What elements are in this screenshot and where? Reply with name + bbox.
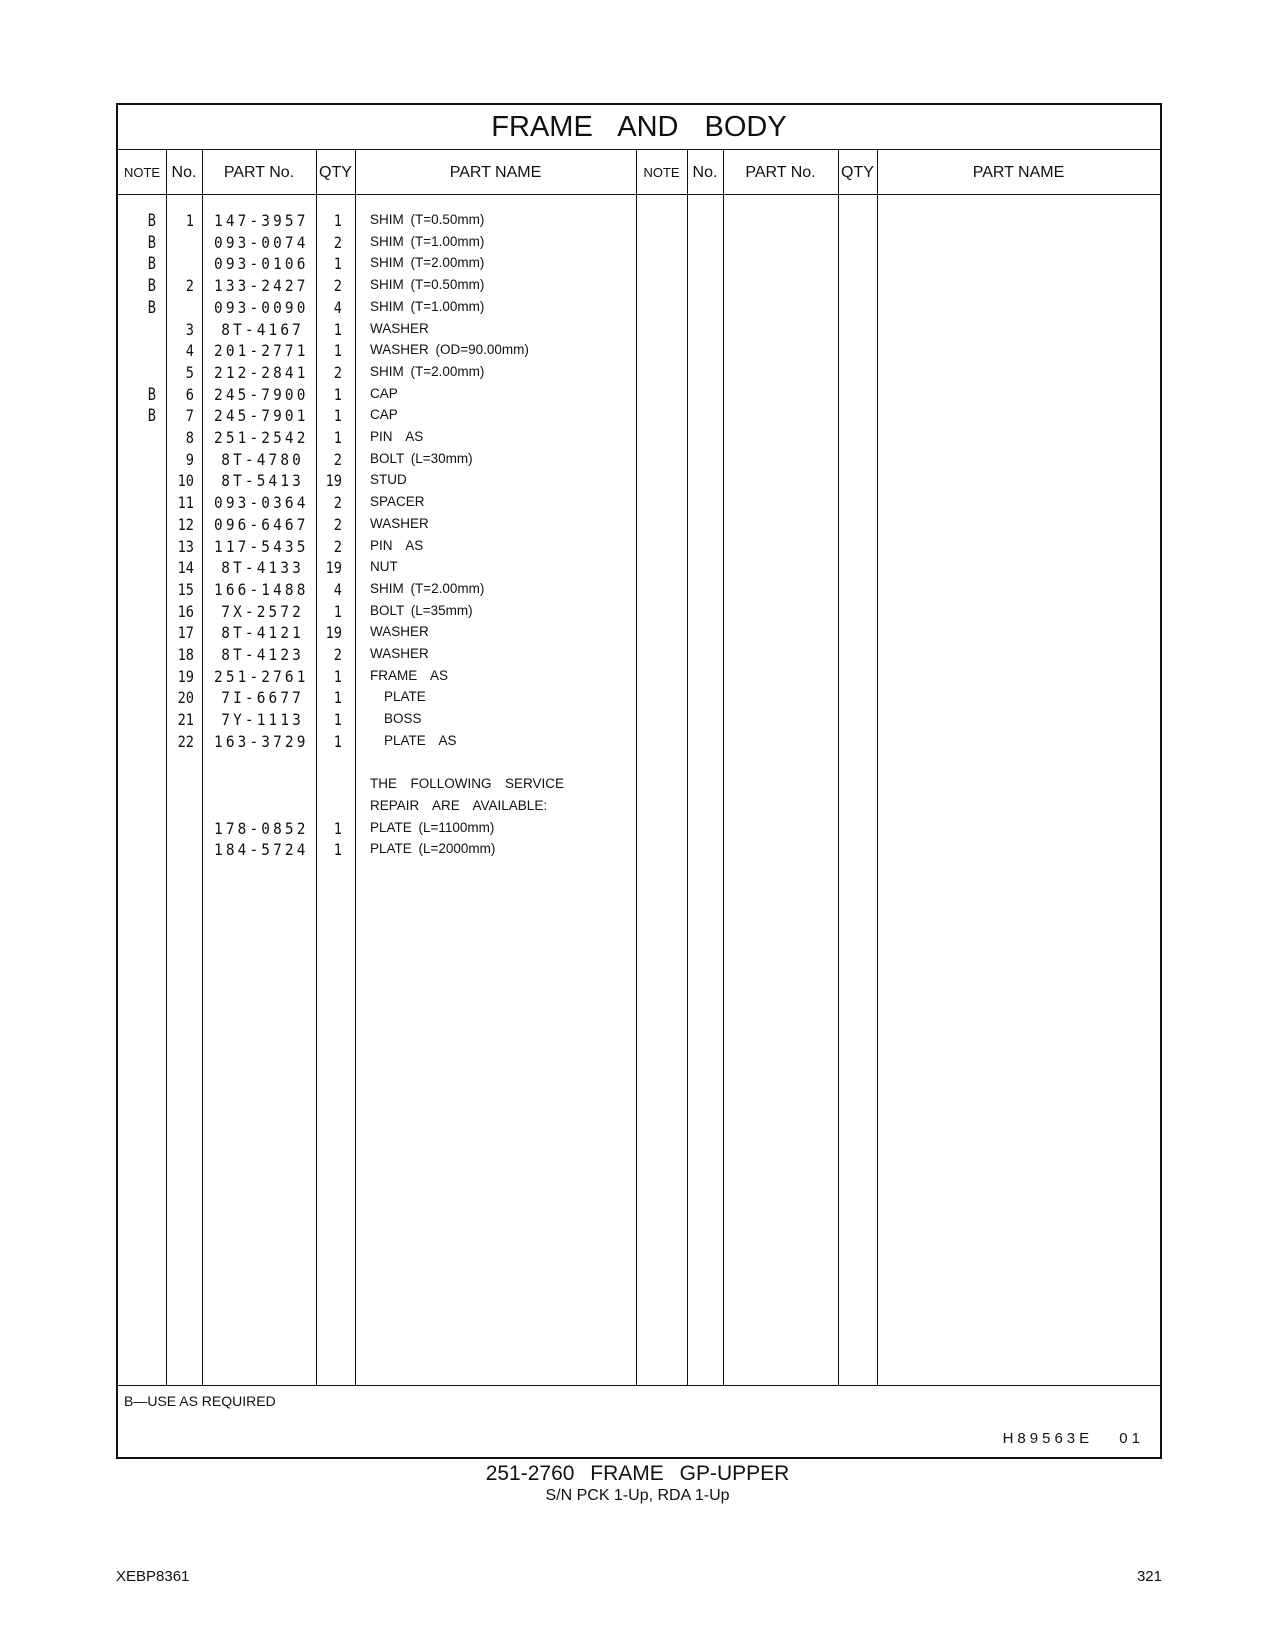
- quantity-cell: 2: [333, 514, 342, 534]
- table-row: [118, 470, 638, 492]
- part-number-cell: 8T-5413: [221, 471, 304, 491]
- item-number-cell: 5: [185, 362, 194, 382]
- part-number-cell: 093-0106: [214, 254, 309, 274]
- footer-divider: [118, 1385, 1160, 1386]
- part-name-cell: BOLT (L=30mm): [370, 450, 473, 466]
- table-row: [118, 405, 638, 427]
- header-note-right: NOTE: [643, 165, 680, 180]
- quantity-cell: 1: [333, 319, 342, 339]
- part-number-cell: 251-2761: [214, 666, 309, 686]
- part-number-cell: 8T-4167: [221, 319, 304, 339]
- parts-table: [116, 103, 1162, 1459]
- part-name-cell: SHIM (T=2.00mm): [370, 255, 485, 271]
- item-number-cell: 4: [185, 341, 194, 361]
- quantity-cell: 1: [333, 428, 342, 447]
- quantity-cell: 1: [333, 601, 342, 621]
- table-row: [118, 601, 638, 623]
- item-number-cell: 8: [185, 428, 194, 447]
- quantity-cell: 1: [333, 666, 342, 686]
- part-number-cell: 117-5435: [214, 536, 309, 556]
- quantity-cell: 1: [333, 840, 342, 860]
- table-row: [118, 687, 638, 709]
- quantity-cell: 19: [325, 471, 342, 491]
- part-name-cell: BOSS: [384, 711, 422, 727]
- table-row: [118, 340, 638, 362]
- table-row: [118, 753, 638, 775]
- group-title: 251-2760 FRAME GP-UPPER: [485, 1462, 790, 1485]
- part-name-cell: PLATE: [384, 689, 426, 705]
- part-number-cell: 245-7901: [214, 406, 309, 426]
- part-number-cell: 7Y-1113: [221, 710, 304, 730]
- column-divider: [687, 150, 688, 1385]
- part-name-cell: PIN AS: [370, 429, 424, 444]
- item-number-cell: 13: [177, 536, 194, 556]
- header-part-no-right: PART No.: [745, 164, 816, 181]
- part-name-cell: WASHER: [370, 320, 429, 336]
- item-number-cell: 17: [177, 623, 194, 643]
- table-row: [118, 427, 638, 449]
- part-number-cell: 8T-4133: [221, 558, 304, 578]
- table-row: [118, 210, 638, 232]
- part-number-cell: 147-3957: [214, 211, 309, 230]
- note-cell: B: [147, 384, 156, 405]
- quantity-cell: 2: [333, 536, 342, 556]
- quantity-cell: 1: [333, 688, 342, 708]
- part-name-cell: THE FOLLOWING SERVICE: [370, 776, 565, 792]
- item-number-cell: 6: [185, 384, 194, 404]
- header-row: [118, 150, 1160, 195]
- table-row: [118, 232, 638, 254]
- item-number-cell: 18: [177, 645, 194, 664]
- part-name-cell: SHIM (T=1.00mm): [370, 233, 485, 249]
- quantity-cell: 19: [325, 558, 342, 578]
- part-number-cell: 212-2841: [214, 362, 309, 382]
- item-number-cell: 21: [177, 710, 194, 730]
- part-number-cell: 093-0074: [214, 232, 309, 252]
- header-note-left: NOTE: [123, 165, 161, 180]
- table-row: [118, 297, 638, 319]
- item-number-cell: 12: [177, 514, 194, 534]
- item-number-cell: 1: [185, 211, 194, 230]
- part-number-cell: 245-7900: [214, 384, 309, 404]
- part-name-cell: CAP: [370, 407, 398, 423]
- header-qty-right: QTY: [841, 164, 874, 181]
- part-number-cell: 201-2771: [214, 341, 309, 361]
- quantity-cell: 2: [333, 493, 342, 513]
- quantity-cell: 1: [333, 254, 342, 274]
- part-name-cell: BOLT (L=35mm): [370, 602, 473, 618]
- quantity-cell: 1: [333, 710, 342, 730]
- part-name-cell: PLATE (L=2000mm): [370, 841, 496, 857]
- table-title: FRAME AND BODY: [118, 105, 1160, 150]
- item-number-cell: 11: [177, 493, 194, 513]
- table-row: [118, 839, 638, 861]
- quantity-cell: 1: [333, 406, 342, 426]
- part-number-cell: 8T-4780: [221, 449, 304, 469]
- table-row: [118, 362, 638, 384]
- quantity-cell: 2: [333, 362, 342, 382]
- part-name-cell: SHIM (T=0.50mm): [370, 277, 485, 293]
- document-code: XEBP8361: [116, 1568, 190, 1585]
- table-row: [118, 275, 638, 297]
- table-row: [118, 622, 638, 644]
- part-number-cell: 163-3729: [214, 731, 309, 751]
- illustration-ref-code: H89563E 01: [1002, 1430, 1144, 1447]
- quantity-cell: 1: [333, 731, 342, 751]
- item-number-cell: 16: [177, 601, 194, 621]
- part-number-cell: 7X-2572: [221, 601, 304, 621]
- quantity-cell: 2: [333, 645, 342, 664]
- table-row: [118, 731, 638, 753]
- note-cell: B: [147, 297, 156, 318]
- table-row: [118, 774, 638, 796]
- table-row: [118, 492, 638, 514]
- part-number-cell: 178-0852: [214, 818, 309, 838]
- part-name-cell: FRAME AS: [370, 667, 449, 683]
- quantity-cell: 1: [333, 341, 342, 361]
- quantity-cell: 2: [333, 449, 342, 469]
- page-number: 321: [1136, 1568, 1162, 1585]
- table-row: [118, 709, 638, 731]
- part-name-cell: WASHER (OD=90.00mm): [370, 342, 529, 358]
- part-number-cell: 093-0090: [214, 297, 309, 317]
- note-cell: B: [147, 211, 156, 231]
- header-no-right: No.: [692, 164, 718, 181]
- part-name-cell: PIN AS: [370, 537, 424, 553]
- footnote: B—USE AS REQUIRED: [124, 1393, 276, 1409]
- part-name-cell: SHIM (T=2.00mm): [370, 363, 485, 379]
- item-number-cell: 14: [177, 558, 194, 578]
- table-row: [118, 666, 638, 688]
- table-row: [118, 384, 638, 406]
- part-number-cell: 093-0364: [214, 493, 309, 513]
- part-name-cell: SHIM (T=2.00mm): [370, 580, 485, 596]
- note-cell: B: [147, 406, 156, 427]
- quantity-cell: 1: [333, 211, 342, 230]
- table-row: [118, 253, 638, 275]
- column-divider: [723, 150, 724, 1385]
- column-divider: [838, 150, 839, 1385]
- part-name-cell: REPAIR ARE AVAILABLE:: [370, 797, 548, 813]
- header-part-no-left: PART No.: [223, 164, 295, 181]
- item-number-cell: 19: [177, 666, 194, 686]
- quantity-cell: 19: [325, 623, 342, 643]
- column-divider: [877, 150, 878, 1385]
- item-number-cell: 3: [185, 319, 194, 339]
- item-number-cell: 9: [185, 449, 194, 469]
- part-number-cell: 166-1488: [214, 579, 309, 599]
- table-row: [118, 644, 638, 666]
- part-number-cell: 8T-4121: [221, 623, 304, 643]
- part-name-cell: STUD: [370, 472, 407, 488]
- table-row: [118, 796, 638, 818]
- item-number-cell: 7: [185, 406, 194, 426]
- item-number-cell: 15: [177, 579, 194, 599]
- quantity-cell: 4: [333, 579, 342, 599]
- quantity-cell: 2: [333, 276, 342, 296]
- table-row: [118, 319, 638, 341]
- table-row: [118, 536, 638, 558]
- part-name-cell: PLATE (L=1100mm): [370, 819, 495, 835]
- note-cell: B: [147, 232, 156, 253]
- item-number-cell: 22: [177, 731, 194, 751]
- part-name-cell: PLATE AS: [384, 732, 457, 748]
- table-row: [118, 449, 638, 471]
- note-cell: B: [147, 276, 156, 297]
- part-name-cell: WASHER: [370, 646, 429, 661]
- part-name-cell: NUT: [370, 559, 398, 575]
- table-row: [118, 579, 638, 601]
- quantity-cell: 1: [333, 818, 342, 838]
- part-number-cell: 184-5724: [214, 840, 309, 860]
- part-name-cell: SHIM (T=1.00mm): [370, 298, 485, 314]
- part-number-cell: 8T-4123: [221, 645, 304, 664]
- part-name-cell: SHIM (T=0.50mm): [370, 212, 485, 227]
- part-name-cell: CAP: [370, 385, 398, 401]
- table-row: [118, 514, 638, 536]
- item-number-cell: 2: [185, 276, 194, 296]
- item-number-cell: 20: [177, 688, 194, 708]
- item-number-cell: 10: [177, 471, 194, 491]
- header-part-name-right: PART NAME: [972, 164, 1065, 181]
- quantity-cell: 2: [333, 232, 342, 252]
- part-name-cell: WASHER: [370, 624, 429, 640]
- header-part-name-left: PART NAME: [449, 164, 542, 181]
- part-number-cell: 133-2427: [214, 276, 309, 296]
- serial-numbers: S/N PCK 1-Up, RDA 1-Up: [545, 1487, 730, 1504]
- table-row: [118, 818, 638, 840]
- part-number-cell: 251-2542: [214, 428, 309, 447]
- part-name-cell: SPACER: [370, 494, 425, 510]
- note-cell: B: [147, 254, 156, 275]
- header-qty-left: QTY: [319, 164, 352, 181]
- table-row: [118, 557, 638, 579]
- quantity-cell: 4: [333, 297, 342, 317]
- part-number-cell: 096-6467: [214, 514, 309, 534]
- quantity-cell: 1: [333, 384, 342, 404]
- part-name-cell: WASHER: [370, 515, 429, 531]
- part-number-cell: 7I-6677: [221, 688, 304, 708]
- header-no-left: No.: [171, 164, 197, 181]
